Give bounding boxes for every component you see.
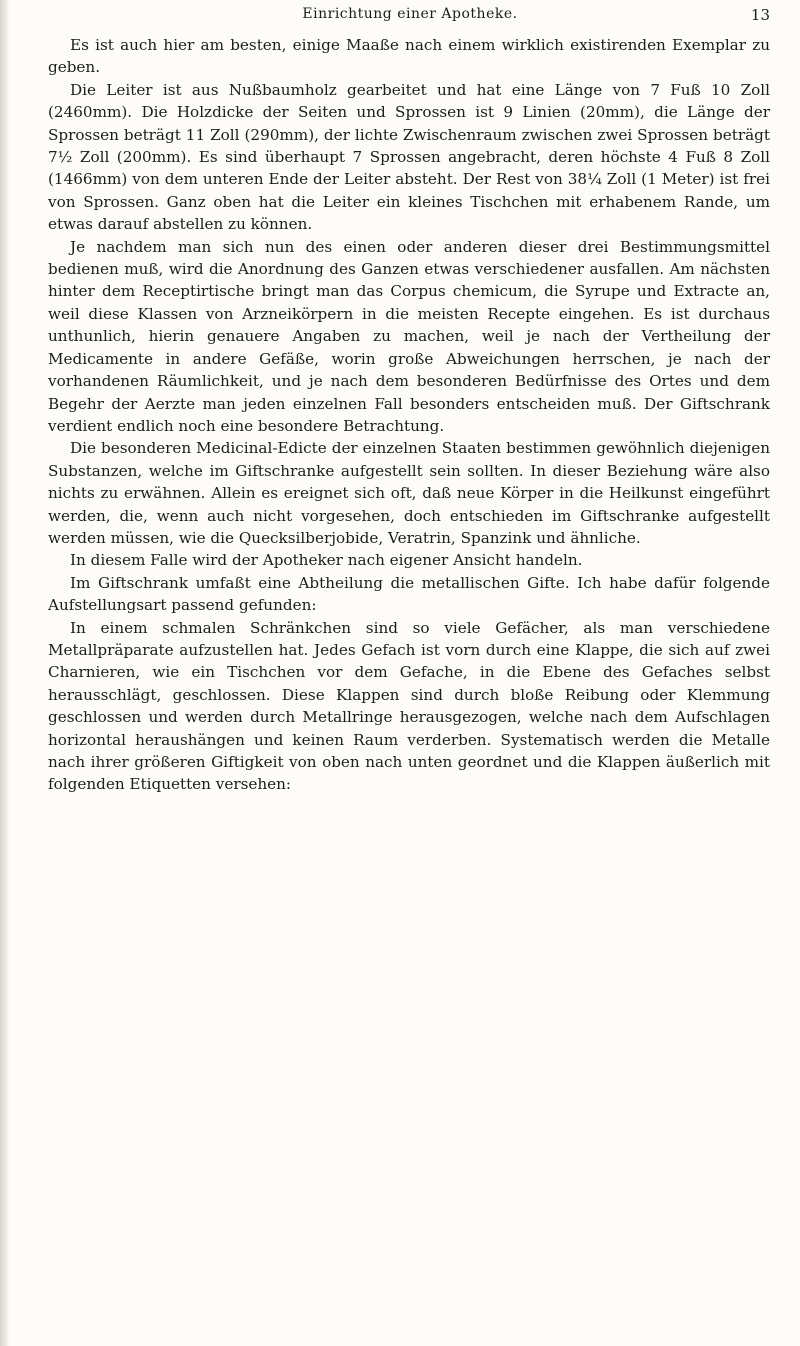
paragraph: In diesem Falle wird der Apotheker nach eigener Ansicht handeln. <box>70 551 583 570</box>
paragraph: Es ist auch hier am besten, einige Maaße nach einem wirklich existirenden Exemplar zu geben. <box>48 36 770 77</box>
paragraph: Die Leiter ist aus Nußbaumholz gearbeitet und hat eine Länge von 7 Fuß 10 Zoll (2460mm). Die Holzdicke der Seiten und Sprossen ist 9 Linien (20mm), die Länge der Sprossen beträgt 11 Zoll (290mm), der lichte Zwischenraum zwischen zwei Sprossen beträgt 7½ Zoll (200mm). Es sind überhaupt 7 Sprossen angebracht, deren höchste 4 Fuß 8 Zoll (1466mm) von dem unteren Ende der Leiter absteht. Der Rest von 38¼ Zoll (1 Meter) ist frei von Sprossen. Ganz oben hat die Leiter ein kleines Tischchen mit erhabenem Rande, um etwas darauf abstellen zu können. <box>48 80 770 234</box>
paragraph: Je nachdem man sich nun des einen oder anderen dieser drei Bestimmungsmittel bedienen muß, wird die Anordnung des Ganzen etwas verschiedener ausfallen. Am nächsten hinter dem Receptirtische bringt man das Corpus chemicum, die Syrupe und Extracte an, weil diese Klassen von Arzneikörpern in die meisten Recepte eingehen. Es ist durchaus unthunlich, hierin genauere Angaben zu machen, weil je nach der Vertheilung der Medicamente in andere Gefäße, worin große Abweichungen herrschen, je nach der vorhandenen Räumlichkeit, und je nach dem besonderen Bedürfnisse des Ortes und dem Begehr der Aerzte man jeden einzelnen Fall besonders entscheiden muß. Der Giftschrank verdient endlich noch eine besondere Betrachtung. <box>48 237 770 435</box>
running-head-title: Einrichtung einer Apotheke. <box>302 6 518 22</box>
paragraph: Die besonderen Medicinal-Edicte der einzelnen Staaten bestimmen gewöhnlich diejenigen Substanzen, welche im Giftschranke aufgestellt sein sollten. In dieser Beziehung wäre also nichts zu erwähnen. Allein es ereignet sich oft, daß neue Körper in die Heilkunst eingeführt werden, die, wenn auch nicht vorgesehen, doch entschieden im Giftschranke aufgestellt werden müssen, wie die Quecksilberjobide, Veratrin, Spanzink und ähnliche. <box>48 439 770 547</box>
paragraph: Im Giftschrank umfaßt eine Abtheilung die metallischen Gifte. Ich habe dafür folgende Aufstellungsart passend gefunden: <box>48 573 770 615</box>
page-number: 13 <box>750 6 770 24</box>
paragraph: In einem schmalen Schränkchen sind so viele Gefächer, als man verschiedene Metallpräparate aufzustellen hat. Jedes Gefach ist vorn durch eine Klappe, die sich auf zwei Charnieren, wie ein Tischchen vor dem Gefache, in die Ebene des Gefaches selbst herausschlägt, geschlossen. Diese Klappen sind durch bloße Reibung oder Klemmung geschlossen und werden durch Metallringe herausgezogen, welche nach dem Aufschlagen horizontal heraushängen und keinen Raum verderben. Systematisch werden die Metalle nach ihrer größeren Giftigkeit von oben nach unten geordnet und die Klappen äußerlich mit folgenden Etiquetten versehen: <box>48 618 770 794</box>
page-edge-shadow <box>0 0 10 1346</box>
body-text <box>48 34 770 796</box>
running-head <box>50 6 770 28</box>
